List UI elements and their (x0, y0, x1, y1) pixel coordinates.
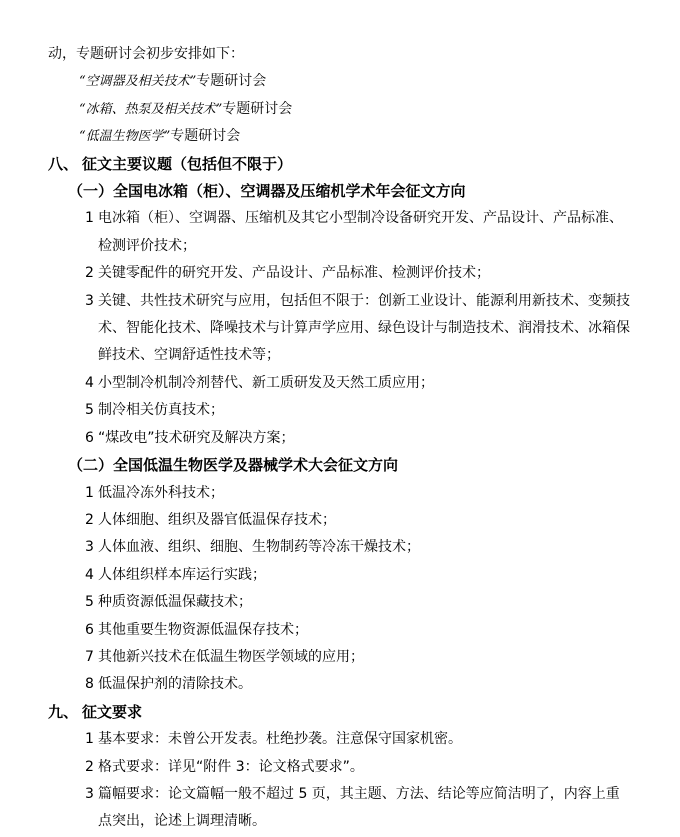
item-text: 电冰箱（柜）、空调器、压缩机及其它小型制冷设备研究开发、产品设计、产品标准、检测评价技术； (98, 210, 623, 254)
seminar-suffix: 专题研讨会 (196, 73, 267, 90)
item-text: 篇幅要求：论文篇幅一般不超过 5 页，其主题、方法、结论等应简洁明了，内容上重点突出，论述上调理清晰。 (98, 785, 620, 830)
seminar-quoted-name: “空调器及相关技术” (79, 74, 197, 90)
item-number: 6 (85, 621, 94, 638)
item-text: 制冷相关仿真技术； (98, 402, 224, 419)
section-heading-8 (48, 151, 632, 178)
section-number: 九、 (48, 702, 79, 721)
list-item (85, 781, 632, 836)
intro-paragraph: 动，专题研讨会初步安排如下： (48, 46, 244, 62)
list-item (85, 671, 632, 698)
subsection-heading-1: （一）全国电冰箱（柜）、空调器及压缩机学术年会征文方向 (68, 182, 466, 201)
list-item (85, 480, 632, 507)
section-title: 征文要求 (82, 702, 143, 721)
list-item (85, 397, 632, 424)
list-item (85, 370, 632, 397)
list-item (85, 205, 632, 260)
item-text: 关键、共性技术研究与应用，包括但不限于：创新工业设计、能源利用新技术、变频技术、智能化技术、降噪技术与计算声学应用、绿色设计与制造技术、润滑技术、冰箱保鲜技术、空调舒适性技术等； (98, 292, 630, 364)
item-number: 1 (85, 731, 94, 748)
item-number: 5 (85, 402, 94, 419)
seminar-line (79, 123, 632, 150)
item-number: 5 (85, 594, 94, 611)
list-item (85, 617, 632, 644)
item-number: 4 (85, 566, 94, 583)
list-item (85, 754, 632, 781)
item-number: 6 (85, 429, 94, 446)
subsection-heading-2: （二）全国低温生物医学及器械学术大会征文方向 (68, 456, 399, 475)
list-item (85, 562, 632, 589)
list-item (85, 425, 632, 452)
list-item (85, 288, 632, 370)
list-item (85, 644, 632, 671)
item-text: 人体组织样本库运行实践； (98, 566, 266, 583)
list-item (85, 507, 632, 534)
item-number: 3 (85, 785, 94, 802)
item-text: 人体血液、组织、细胞、生物制药等冷冻干燥技术； (98, 539, 420, 556)
item-number: 1 (85, 484, 94, 501)
list-item (85, 534, 632, 561)
item-text: 人体细胞、组织及器官低温保存技术； (98, 511, 336, 528)
item-number: 2 (85, 265, 94, 282)
item-text: 关键零配件的研究开发、产品设计、产品标准、检测评价技术； (98, 265, 490, 282)
seminar-quoted-name: “冰箱、热泵及相关技术” (79, 101, 223, 117)
item-text: 低温冷冻外科技术； (98, 484, 224, 501)
seminar-suffix: 专题研讨会 (222, 100, 293, 117)
list-item (85, 589, 632, 616)
item-number: 4 (85, 374, 94, 391)
item-number: 3 (85, 539, 94, 556)
item-number: 2 (85, 511, 94, 528)
seminar-suffix: 专题研讨会 (170, 128, 241, 145)
item-text: 小型制冷机制冷剂替代、新工质研发及天然工质应用； (98, 374, 434, 391)
seminar-quoted-name: “低温生物医学” (79, 129, 171, 145)
section-title: 征文主要议题（包括但不限于） (82, 154, 293, 173)
item-number: 7 (85, 648, 94, 665)
section-number: 八、 (48, 154, 79, 173)
item-text: 低温保护剂的清除技术。 (98, 676, 252, 693)
item-text: 格式要求：详见“附件 3：论文格式要求”。 (98, 758, 364, 775)
item-number: 8 (85, 676, 94, 693)
list-item (85, 726, 632, 753)
item-text: 其他重要生物资源低温保存技术； (98, 621, 308, 638)
item-text: 基本要求：未曾公开发表。杜绝抄袭。注意保守国家机密。 (98, 731, 462, 748)
seminar-line (79, 96, 632, 123)
item-text: 其他新兴技术在低温生物医学领域的应用； (98, 648, 364, 665)
item-number: 1 (85, 210, 94, 227)
item-number: 2 (85, 758, 94, 775)
item-number: 3 (85, 292, 94, 309)
item-text: “煤改电”技术研究及解决方案； (98, 429, 295, 446)
item-text: 种质资源低温保藏技术； (98, 594, 252, 611)
seminar-line (79, 68, 632, 95)
list-item (85, 260, 632, 287)
section-heading-9 (48, 699, 632, 726)
